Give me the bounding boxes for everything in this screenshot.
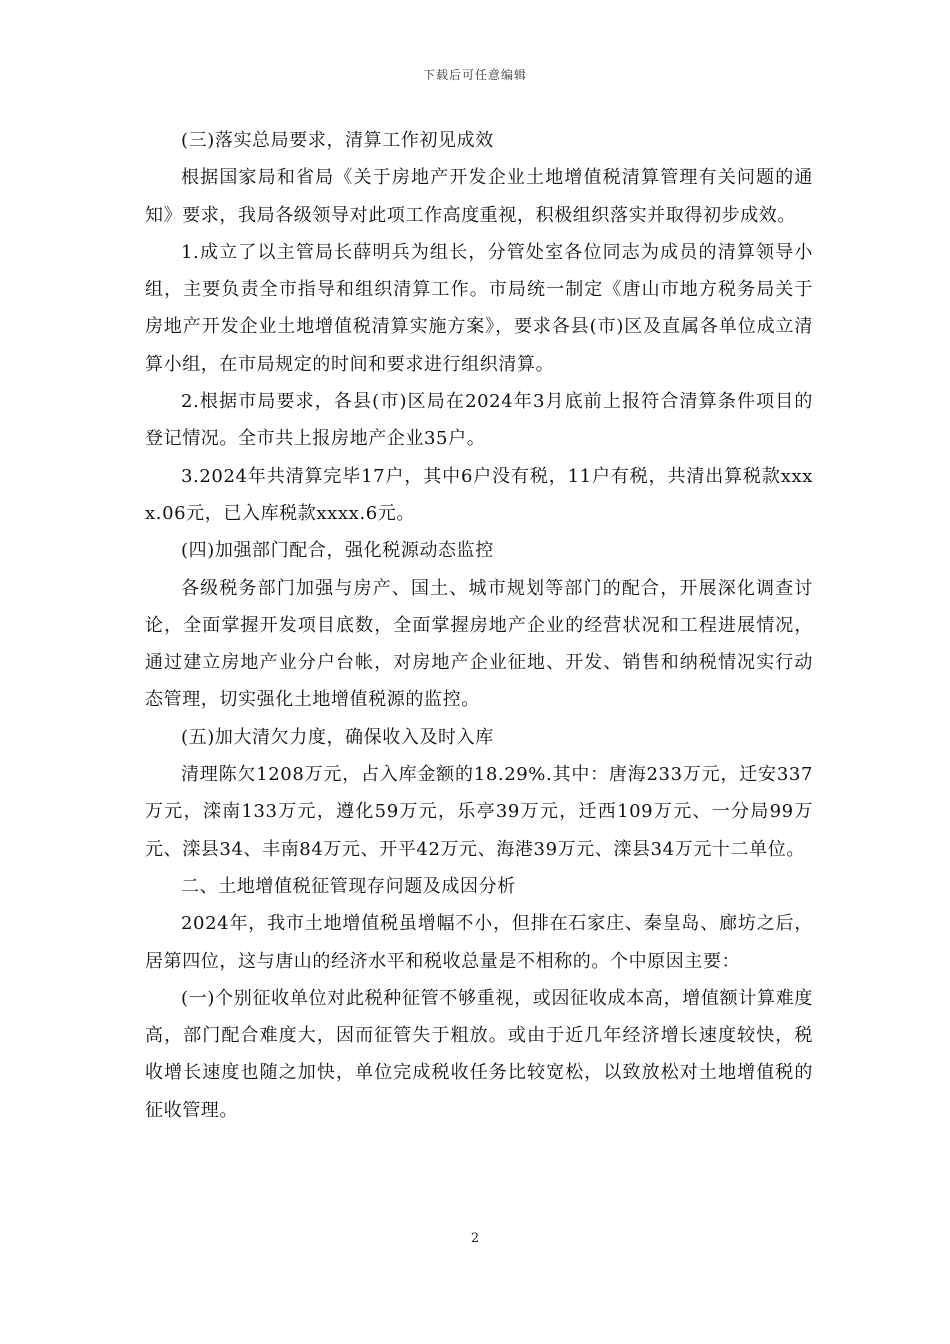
page-header-note: 下载后可任意编辑	[422, 68, 527, 82]
body-paragraph: 2024年，我市土地增值税虽增幅不小，但排在石家庄、秦皇岛、廊坊之后，居第四位，这与唐山的经济水平和税收总量是不相称的。个中原因主要：	[145, 913, 813, 972]
body-paragraph: 根据国家局和省局《关于房地产开发企业土地增值税清算管理有关问题的通知》要求，我局各级领导对此项工作高度重视，积极组织落实并取得初步成效。	[145, 167, 813, 226]
document-body	[145, 122, 813, 1129]
list-item-1: 1.成立了以主管局长薛明兵为组长，分管处室各位同志为成员的清算领导小组，主要负责全市指导和组织清算工作。市局统一制定《唐山市地方税务局关于房地产开发企业土地增值税清算实施方案》，要求各县(市)区及直属各单位成立清算小组，在市局规定的时间和要求进行组织清算。	[145, 241, 813, 375]
body-paragraph: 清理陈欠1208万元，占入库金额的18.29%.其中：唐海233万元，迁安337万元，滦南133万元，遵化59万元，乐亭39万元，迁西109万元、一分局99万元、滦县34、丰南84万元、开平42万元、海港39万元、滦县34万元十二单位。	[145, 764, 813, 860]
section-heading-5: (五)加大清欠力度，确保收入及时入库	[181, 726, 494, 748]
section-heading-3: (三)落实总局要求，清算工作初见成效	[181, 130, 494, 151]
page-number: 2	[470, 1231, 480, 1246]
body-paragraph: 各级税务部门加强与房产、国土、城市规划等部门的配合，开展深化调查讨论，全面掌握开发项目底数，全面掌握房地产企业的经营状况和工程进展情况，通过建立房地产业分户台帐，对房地产企业征地、开发、销售和纳税情况实行动态管理，切实强化土地增值税源的监控。	[145, 577, 813, 711]
list-item-3: 3.2024年共清算完毕17户，其中6户没有税，11户有税，共清出算税款xxxx.06元，已入库税款xxxx.6元。	[145, 465, 813, 524]
list-item-2: 2.根据市局要求，各县(市)区局在2024年3月底前上报符合清算条件项目的登记情况。全市共上报房地产企业35户。	[145, 391, 813, 450]
chapter-heading-2: 二、土地增值税征管现存问题及成因分析	[181, 875, 516, 897]
body-paragraph: (一)个别征收单位对此税种征管不够重视，或因征收成本高，增值额计算难度高，部门配合难度大，因而征管失于粗放。或由于近几年经济增长速度较快，税收增长速度也随之加快，单位完成税收任务比较宽松，以致放松对土地增值税的征收管理。	[145, 987, 813, 1121]
section-heading-4: (四)加强部门配合，强化税源动态监控	[181, 540, 494, 562]
